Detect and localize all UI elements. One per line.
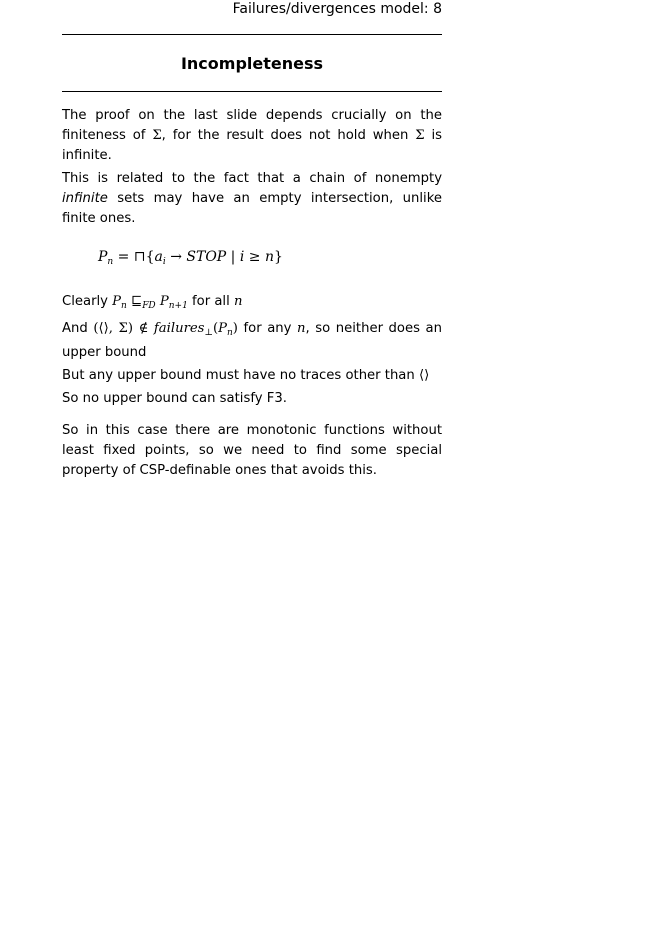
math-subscript: n xyxy=(107,257,114,267)
math: ≥ xyxy=(244,249,265,265)
math: | xyxy=(226,249,240,265)
math-sigma: Σ xyxy=(152,128,162,143)
running-head: Failures/divergences model: 8 xyxy=(232,1,442,17)
math: n xyxy=(264,249,274,265)
text: Clearly xyxy=(62,294,113,309)
math: n xyxy=(233,294,243,309)
text: And xyxy=(62,321,94,336)
math-sigma: Σ xyxy=(415,128,425,143)
paragraph-chain xyxy=(62,169,442,229)
math: ) xyxy=(232,321,238,336)
text: sets may have an empty intersection, unlike finite ones. xyxy=(62,191,442,226)
math-subscript: n xyxy=(226,328,233,338)
math: P xyxy=(218,321,227,336)
slide-title: Incompleteness xyxy=(180,54,324,73)
text: for any xyxy=(237,321,298,336)
text: for all xyxy=(187,294,234,309)
bottom-rule xyxy=(62,91,442,92)
math-subscript: n xyxy=(121,301,127,311)
math-subscript: FD xyxy=(142,301,156,311)
slide-body xyxy=(62,106,442,481)
text: , for the result does not hold when xyxy=(161,128,416,143)
paragraph-clearly xyxy=(62,292,442,316)
math: STOP xyxy=(186,249,227,265)
math: a xyxy=(154,249,163,265)
math: → xyxy=(165,249,187,265)
text: The proof on the last slide depends crucially on the finiteness of xyxy=(62,108,442,143)
math: P xyxy=(155,294,169,309)
paragraph-upper-bound xyxy=(62,319,442,363)
paragraph-f3: So no upper bound can satisfy F3. xyxy=(62,391,287,406)
paragraph-traces: But any upper bound must have no traces other than ⟨⟩ xyxy=(62,368,430,383)
math: i xyxy=(239,249,245,265)
display-equation xyxy=(98,247,442,272)
math: n xyxy=(297,321,306,336)
math: = ⊓{ xyxy=(113,249,155,265)
top-rule xyxy=(62,34,442,35)
math: ( xyxy=(212,321,219,336)
math-subscript: i xyxy=(162,257,166,267)
math: (⟨⟩, Σ) ∉ xyxy=(93,321,154,336)
math-subscript: ⊥ xyxy=(204,328,213,338)
math-subscript: n+1 xyxy=(168,301,188,311)
text: This is related to the fact that a chain of nonempty xyxy=(62,171,442,186)
paragraph-finiteness xyxy=(62,106,442,166)
math: } xyxy=(274,249,283,265)
paragraph-conclusion: So in this case there are monotonic functions without least fixed points, so we need to find some special property of CSP-definable ones that avoids this. xyxy=(62,423,442,478)
math: P xyxy=(112,294,122,309)
math: P xyxy=(98,249,108,265)
math: ⊑ xyxy=(126,294,143,309)
text: is infinite. xyxy=(62,128,442,163)
emphasis: infinite xyxy=(62,191,108,206)
math: failures xyxy=(153,321,205,336)
text: , so neither does an upper bound xyxy=(62,321,442,360)
